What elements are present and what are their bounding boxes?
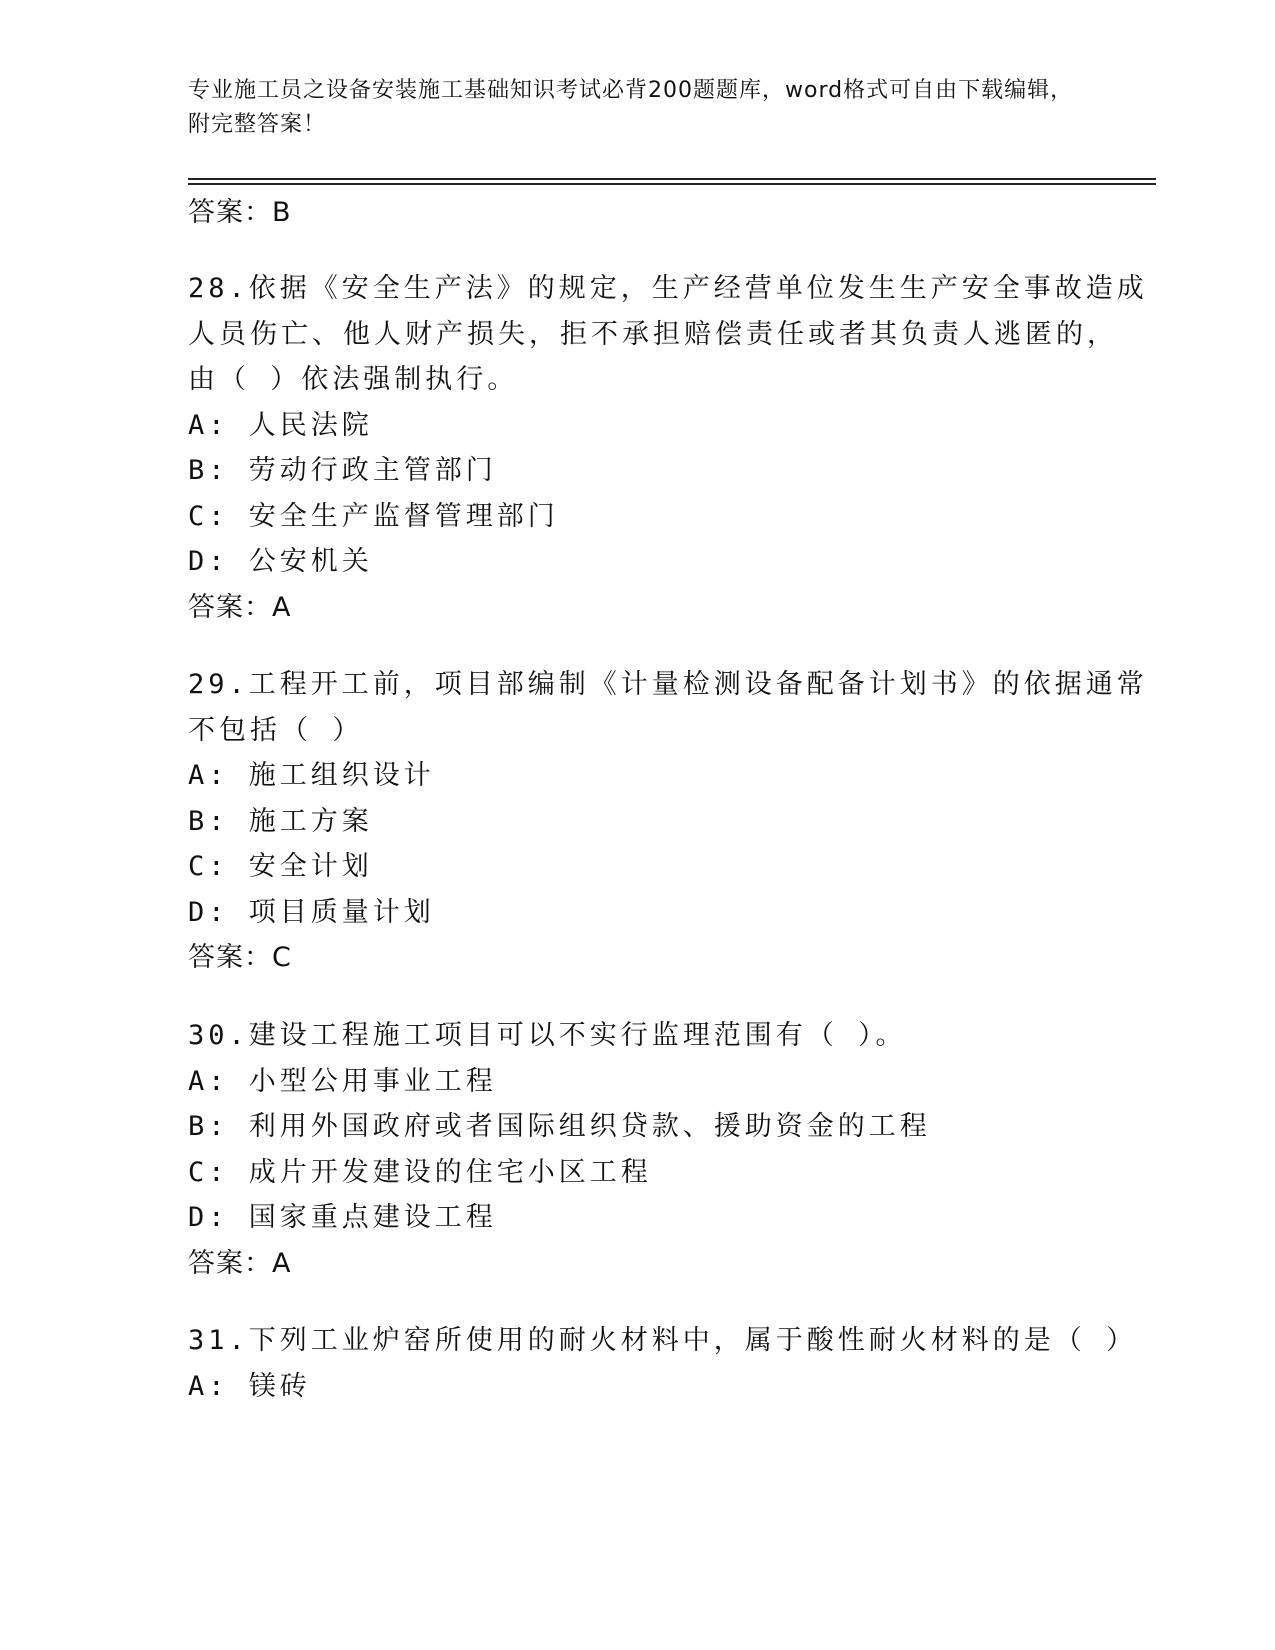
question-stem: 人员伤亡、他人财产损失，拒不承担赔偿责任或者其负责人逃匿的， [188, 318, 1118, 350]
option-b: B: 劳动行政主管部门 [188, 455, 497, 486]
option-c: C: 成片开发建设的住宅小区工程 [188, 1156, 652, 1188]
previous-answer-block [188, 190, 1088, 236]
question-stem: 29.工程开工前，项目部编制《计量检测设备配备计划书》的依据通常 [188, 669, 1148, 700]
answer-line: 答案：C [188, 942, 292, 973]
question-stem: 28.依据《安全生产法》的规定，生产经营单位发生生产安全事故造成 [188, 273, 1148, 304]
answer-line: 答案：B [188, 197, 292, 228]
option-a: A: 镁砖 [188, 1370, 311, 1402]
question-28 [188, 266, 1148, 630]
question-29 [188, 662, 1148, 981]
header-rule-bottom [188, 183, 1156, 185]
answer-line: 答案：A [188, 591, 292, 623]
option-a: A: 施工组织设计 [188, 760, 435, 791]
question-stem: 不包括（ ） [188, 714, 364, 746]
question-31 [188, 1318, 1138, 1409]
option-d: D: 项目质量计划 [188, 896, 435, 928]
option-b: B: 施工方案 [188, 805, 373, 837]
option-b: B: 利用外国政府或者国际组织贷款、援助资金的工程 [188, 1111, 931, 1142]
question-stem: 31.下列工业炉窑所使用的耐火材料中，属于酸性耐火材料的是（ ） [188, 1325, 1138, 1356]
option-d: D: 公安机关 [188, 546, 373, 577]
option-c: C: 安全生产监督管理部门 [188, 500, 559, 532]
document-header: 专业施工员之设备安装施工基础知识考试必背200题题库，word格式可自由下载编辑，附完整答案！ [188, 78, 1074, 137]
question-stem: 30.建设工程施工项目可以不实行监理范围有（ ）。 [188, 1020, 907, 1051]
question-stem: 由（ ）依法强制执行。 [188, 364, 519, 395]
option-d: D: 国家重点建设工程 [188, 1202, 497, 1233]
answer-line: 答案：A [188, 1247, 292, 1279]
option-a: A: 人民法院 [188, 409, 373, 441]
header-rule-top [188, 178, 1156, 180]
option-c: C: 安全计划 [188, 851, 373, 882]
question-30 [188, 1013, 1088, 1286]
option-a: A: 小型公用事业工程 [188, 1065, 497, 1097]
